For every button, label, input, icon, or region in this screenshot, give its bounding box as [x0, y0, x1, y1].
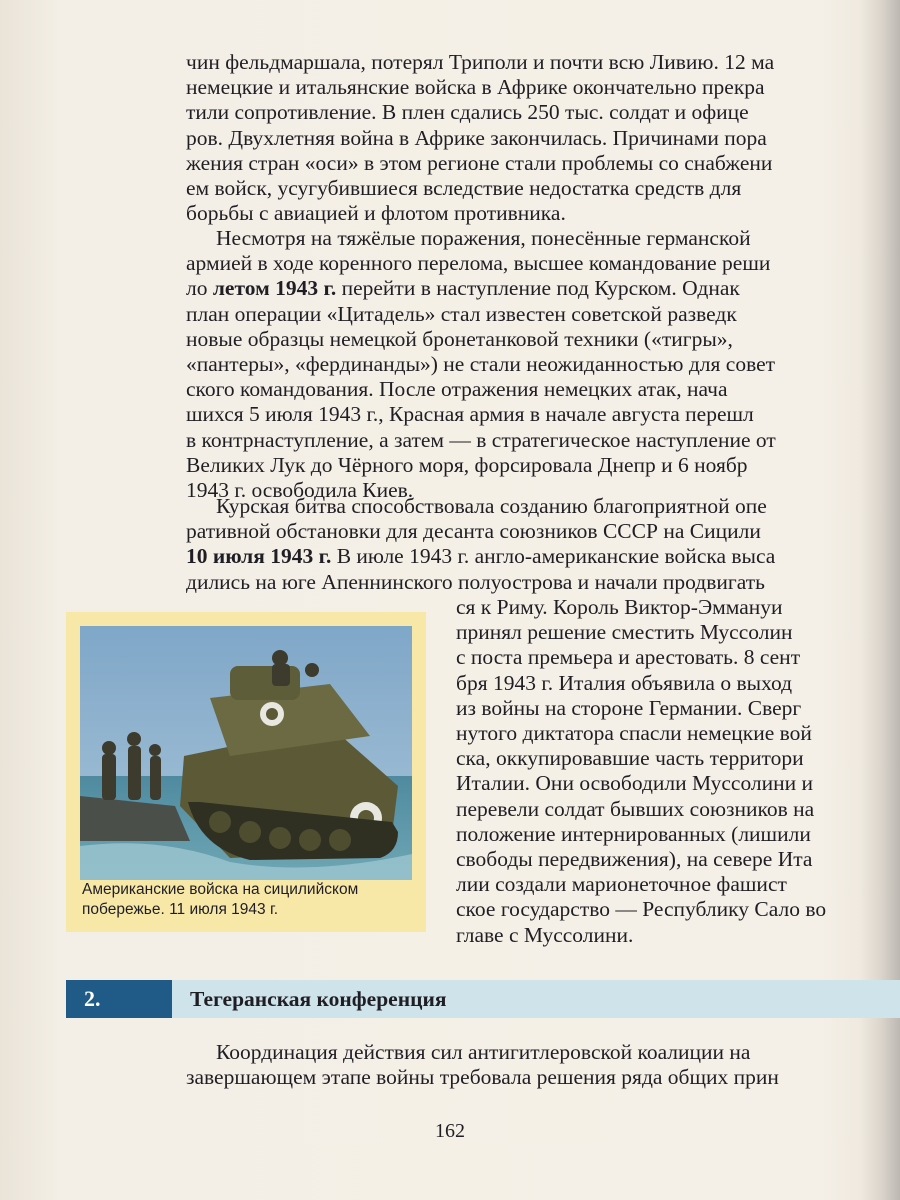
text-line: завершающем этапе войны требовала решения ряда общих прин [186, 1065, 779, 1090]
text-line: бря 1943 г. Италия объявила о выход [456, 670, 793, 695]
text-line: с поста премьера и арестовать. 8 сент [456, 645, 801, 670]
paragraph-tehran [186, 1040, 890, 1090]
tank-landing-photo [80, 626, 412, 880]
tank-photo-illustration [80, 626, 412, 880]
text-line: свободы передвижения), на севере Ита [456, 847, 813, 872]
text-line: дились на юге Апеннинского полуострова и начали продвигать [186, 569, 765, 594]
text-line: тили сопротивление. В плен сдались 250 тыс. солдат и офице [186, 100, 749, 125]
text-line: борьбы с авиацией и флотом противника. [186, 201, 566, 226]
text-line: Курская битва способствовала созданию благоприятной опе [216, 494, 767, 518]
paragraph-africa-war [186, 50, 890, 226]
text-line: в контрнаступление, а затем — в стратегическое наступление от [186, 427, 776, 452]
bold-date: 10 июля 1943 г. [186, 544, 332, 569]
text-line: ров. Двухлетняя война в Африке закончилась. Причинами пора [186, 125, 767, 150]
paragraph-sicily-continued [456, 595, 890, 948]
text-line: положение интернированных (лишили [456, 821, 811, 846]
caption-line: побережье. 11 июля 1943 г. [82, 901, 279, 918]
paragraph-sicily [186, 494, 890, 595]
section-header [66, 980, 900, 1018]
text-line: главе с Муссолини. [456, 922, 634, 947]
text-line [186, 276, 890, 301]
text-line: ска, оккупировавшие часть территори [456, 746, 804, 771]
text-fragment: ло [186, 276, 213, 301]
caption-line: Американские войска на сицилийском [82, 881, 359, 898]
text-line: жения стран «оси» в этом регионе стали проблемы со снабжени [186, 150, 773, 175]
text-line: новые образцы немецкой бронетанковой техники («тигры», [186, 326, 733, 351]
text-line: ское государство — Республику Сало во [456, 897, 827, 922]
text-line: шихся 5 июля 1943 г., Красная армия в начале августа перешл [186, 402, 754, 427]
bold-date: летом 1943 г. [212, 276, 337, 301]
paragraph-kursk [186, 226, 890, 503]
text-line: немецкие и итальянские войска в Африке окончательно прекра [186, 75, 765, 100]
text-line: принял решение сместить Муссолин [456, 620, 793, 645]
photo-figure [66, 612, 426, 932]
text-line: нутого диктатора спасли немецкие вой [456, 721, 812, 746]
text-line: Италии. Они освободили Муссолини и [456, 771, 814, 796]
text-line: Несмотря на тяжёлые поражения, понесённые германской [216, 226, 751, 250]
text-line: лии создали марионеточное фашист [456, 872, 787, 897]
text-line: «пантеры», «фердинанды») не стали неожиданностью для совет [186, 352, 776, 377]
text-fragment: В июле 1943 г. англо-американские войска выса [331, 544, 776, 569]
text-fragment: перейти в наступление под Курском. Однак [336, 276, 740, 301]
text-line: армией в ходе коренного перелома, высшее командование реши [186, 251, 771, 276]
text-line: ративной обстановки для десанта союзников СССР на Сицили [186, 519, 761, 544]
section-title: Тегеранская конференция [190, 987, 447, 1011]
text-line: из войны на стороне Германии. Сверг [456, 695, 802, 720]
text-line: 1943 г. освободила Киев. [186, 478, 414, 503]
figure-caption [82, 880, 412, 920]
text-line: ского командования. После отражения немецких атак, нача [186, 377, 728, 402]
text-line: ем войск, усугубившиеся вследствие недостатка средств для [186, 176, 742, 201]
section-number: 2. [66, 980, 172, 1018]
text-line: план операции «Цитадель» стал известен советской разведк [186, 301, 737, 326]
text-line: перевели солдат бывших союзников на [456, 796, 815, 821]
text-line: Великих Лук до Чёрного моря, форсировала Днепр и 6 ноябр [186, 452, 748, 477]
text-line: Координация действия сил антигитлеровской коалиции на [216, 1040, 751, 1064]
text-line: ся к Риму. Король Виктор-Эммануи [456, 595, 783, 619]
text-line [186, 544, 890, 569]
page-number: 162 [435, 1120, 465, 1142]
text-line: чин фельдмаршала, потерял Триполи и почти всю Ливию. 12 ма [186, 50, 775, 74]
